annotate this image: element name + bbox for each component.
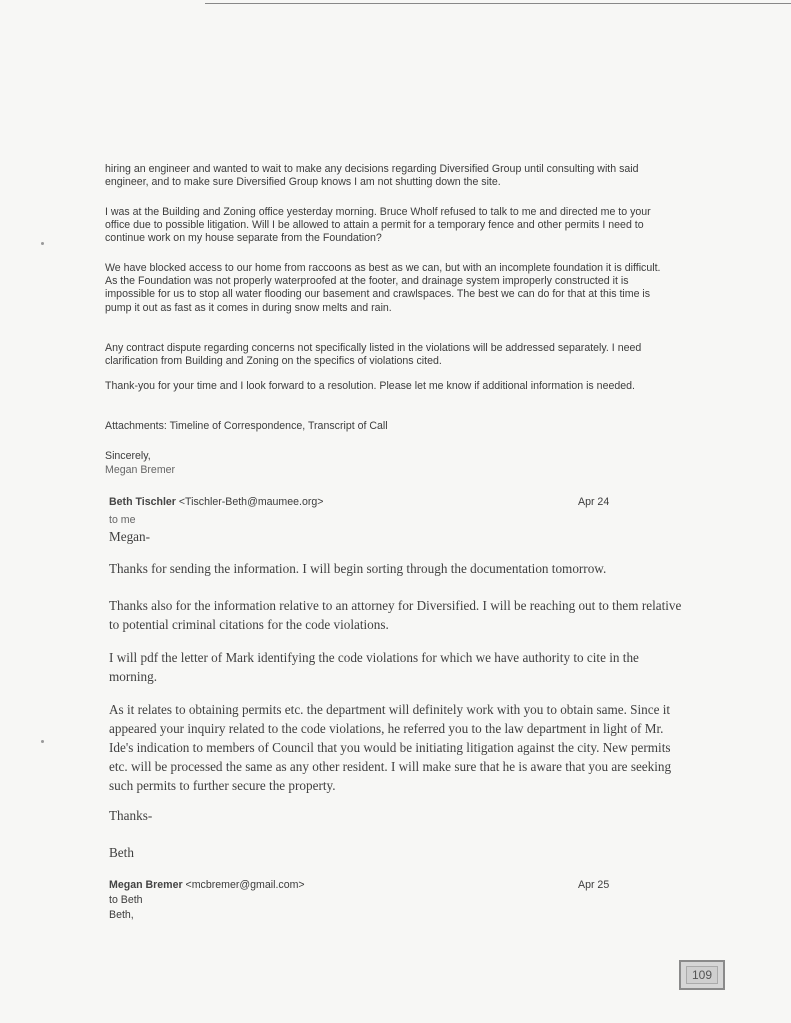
- email2-thanks: Thanks-: [109, 808, 153, 823]
- top-edge-rule: [205, 3, 791, 4]
- email1-attachments: Attachments: Timeline of Correspondence, Transcript of Call: [105, 420, 388, 432]
- email2-paragraph-3: I will pdf the letter of Mark identifying the code violations for which we have authority to cite in the morning.: [109, 650, 639, 684]
- email2-greeting: Megan-: [109, 529, 151, 544]
- email2-paragraph-1: Thanks for sending the information. I will begin sorting through the documentation tomorrow.: [109, 561, 607, 576]
- page-number-stamp: [679, 960, 725, 990]
- page-number: 109: [686, 966, 718, 984]
- email3-sender: [109, 879, 305, 892]
- email1-paragraph-2: I was at the Building and Zoning office yesterday morning. Bruce Wholf refused to talk to me and directed me to your office due to possible litigation. Will I be allowed to attain a permit for a temporary fence and other permits I need to continue work on my house separate from the Foundation?: [105, 206, 651, 245]
- email2-sign: Beth: [109, 845, 134, 860]
- email3-greeting: Beth,: [109, 909, 134, 921]
- email3-sender-name: Megan Bremer: [109, 879, 183, 891]
- email1-paragraph-1: hiring an engineer and wanted to wait to make any decisions regarding Diversified Group until consulting with said engineer, and to make sure Diversified Group knows I am not shutting down the site.: [105, 163, 639, 189]
- email3-date: Apr 25: [578, 879, 610, 891]
- email2-paragraph-4: As it relates to obtaining permits etc. the department will definitely work with you to obtain same. Since it appeared your inquiry related to the code violations, he referred you to the law department in light of Mr. Ide's indication to members of Council that you would be initiating litigation against the city. New permits etc. will be processed the same as any other resident. I will make sure that he is aware that you are seeking such permits to further secure the property.: [109, 702, 672, 793]
- email1-signature: Megan Bremer: [105, 464, 176, 476]
- email1-paragraph-5: Thank-you for your time and I look forward to a resolution. Please let me know if additional information is needed.: [105, 380, 635, 392]
- email1-paragraph-3: We have blocked access to our home from raccoons as best as we can, but with an incomplete foundation it is difficult. As the Foundation was not properly waterproofed at the footer, and drainage system improperly constructed it is impossible for us to stop all water flooding our basement and crawlspaces. The best we can do for that at this time is pump it out as fast as it comes in during snow melts and rain.: [105, 262, 661, 314]
- email2-date: Apr 24: [578, 496, 610, 508]
- email2-sender-name: Beth Tischler: [109, 496, 176, 508]
- email2-paragraph-2: Thanks also for the information relative to an attorney for Diversified. I will be reaching out to them relative to potential criminal citations for the code violations.: [109, 598, 682, 632]
- email1-closing: Sincerely,: [105, 450, 151, 462]
- email2-sender-email: <Tischler-Beth@maumee.org>: [178, 496, 324, 508]
- email1-paragraph-4: Any contract dispute regarding concerns not specifically listed in the violations will be addressed separately. I need clarification from Building and Zoning on the specifics of violations cited.: [105, 342, 642, 368]
- email3-recipient: to Beth: [109, 894, 143, 906]
- scan-speck: [41, 242, 44, 245]
- email3-sender-email: <mcbremer@gmail.com>: [185, 879, 305, 891]
- email2-sender: [109, 496, 323, 509]
- scan-speck: [41, 740, 44, 743]
- email2-recipient: to me: [109, 514, 136, 526]
